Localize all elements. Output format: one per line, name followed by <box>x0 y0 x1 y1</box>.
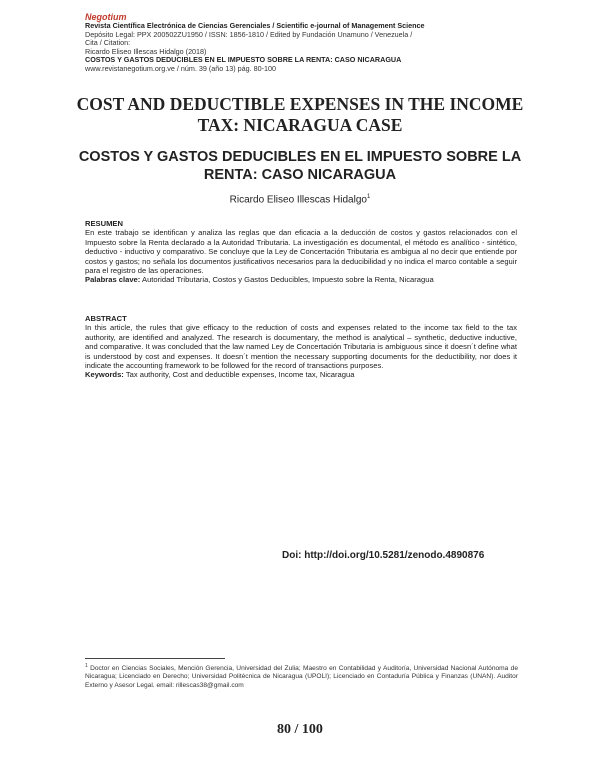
resumen-keywords-label: Palabras clave: <box>85 275 141 285</box>
journal-subtitle: Revista Científica Electrónica de Ciencias Gerenciales / Scientific e-journal of Management Science <box>85 21 425 30</box>
author-footnote-mark: 1 <box>366 194 371 200</box>
resumen-keywords <box>85 275 517 284</box>
abstract-keywords-label: Keywords: <box>85 370 124 380</box>
cite-title: COSTOS Y GASTOS DEDUCIBLES EN EL IMPUESTO SOBRE LA RENTA: CASO NICARAGUA <box>85 55 402 65</box>
footnote-mark: 1 <box>85 663 88 669</box>
page-number: 80 / 100 <box>277 722 323 737</box>
resumen-keywords-text: Autoridad Tributaria, Costos y Gastos Deducibles, Impuesto sobre la Renta, Nicaragua <box>142 275 434 285</box>
cite-label: Cita / Citation: <box>85 38 131 48</box>
journal-header <box>85 12 525 74</box>
deposit-info: Depósito Legal: PPX 200502ZU1950 / ISSN: 1856-1810 / Edited by Fundación Unamuno / Venezuela / <box>85 29 413 39</box>
footnote-divider <box>85 658 225 659</box>
abstract-keywords-text: Tax authority, Cost and deductible expenses, Income tax, Nicaragua <box>125 370 355 380</box>
cite-source: www.revistanegotium.org.ve / núm. 39 (año 13) pág. 80-100 <box>85 63 276 73</box>
title-english: COST AND DEDUCTIBLE EXPENSES IN THE INCOME TAX: NICARAGUA CASE <box>76 94 524 135</box>
author-name: Ricardo Eliseo Illescas Hidalgo <box>229 194 367 206</box>
cite-author: Ricardo Eliseo Illescas Hidalgo (2018) <box>85 46 207 56</box>
author-line <box>60 194 540 205</box>
footnote <box>85 662 518 690</box>
footnote-text: Doctor en Ciencias Sociales, Mención Gerencia, Universidad del Zulia; Maestro en Contabilidad y Auditoría, Universidad Nacional Autónoma de Nicaragua; Licenciado en Derecho; Universidad Politécnica de Nicaragua (UPOLI); Licenciado en Contaduría Pública y Finanzas (UNAN). Auditor Externo y Asesor Legal. email: rillescas38@gmail.com <box>85 665 518 689</box>
abstract-keywords <box>85 370 517 379</box>
abstract-heading: ABSTRACT <box>85 314 127 323</box>
abstract-section <box>85 314 517 380</box>
doi-link[interactable]: Doi: http://doi.org/10.5281/zenodo.4890876 <box>282 550 485 561</box>
journal-name: Negotium <box>85 12 127 22</box>
resumen-heading: RESUMEN <box>85 219 123 228</box>
resumen-text: En este trabajo se identifican y analiza las reglas que dan eficacia a la deducción de costos y gastos relacionados con el Impuesto sobre la Renta declarado a la Autoridad Tributaria. La investigación es documental, el método es analítico - sintético, deductivo - inductivo y comparativo. Se concluye que la Ley de Concertación Tributaria es ambigua al no decir que entiende por costos y gastos; no señala los documentos justificativos necesarios para la deducibilidad y no indica el marco contable a seguir para el registro de las operaciones. <box>85 228 517 276</box>
title-spanish: COSTOS Y GASTOS DEDUCIBLES EN EL IMPUESTO SOBRE LA RENTA: CASO NICARAGUA <box>78 149 522 183</box>
abstract-text: In this article, the rules that give efficacy to the reduction of costs and expenses related to the income tax field to the tax authority, are identified and analyzed. The research is documentary, the method is analytical – synthetic, deductive inductive, and comparative. It was concluded that the law named Ley de Concertación Tributaria is ambiguous since it doesn´t define what is understood by cost and expenses. It doesn´t mention the necessary supporting documents for the deductibility, nor does it indicate the accounting framework to be followed for the record of transactions purposes. <box>85 323 517 371</box>
resumen-section <box>85 219 517 285</box>
